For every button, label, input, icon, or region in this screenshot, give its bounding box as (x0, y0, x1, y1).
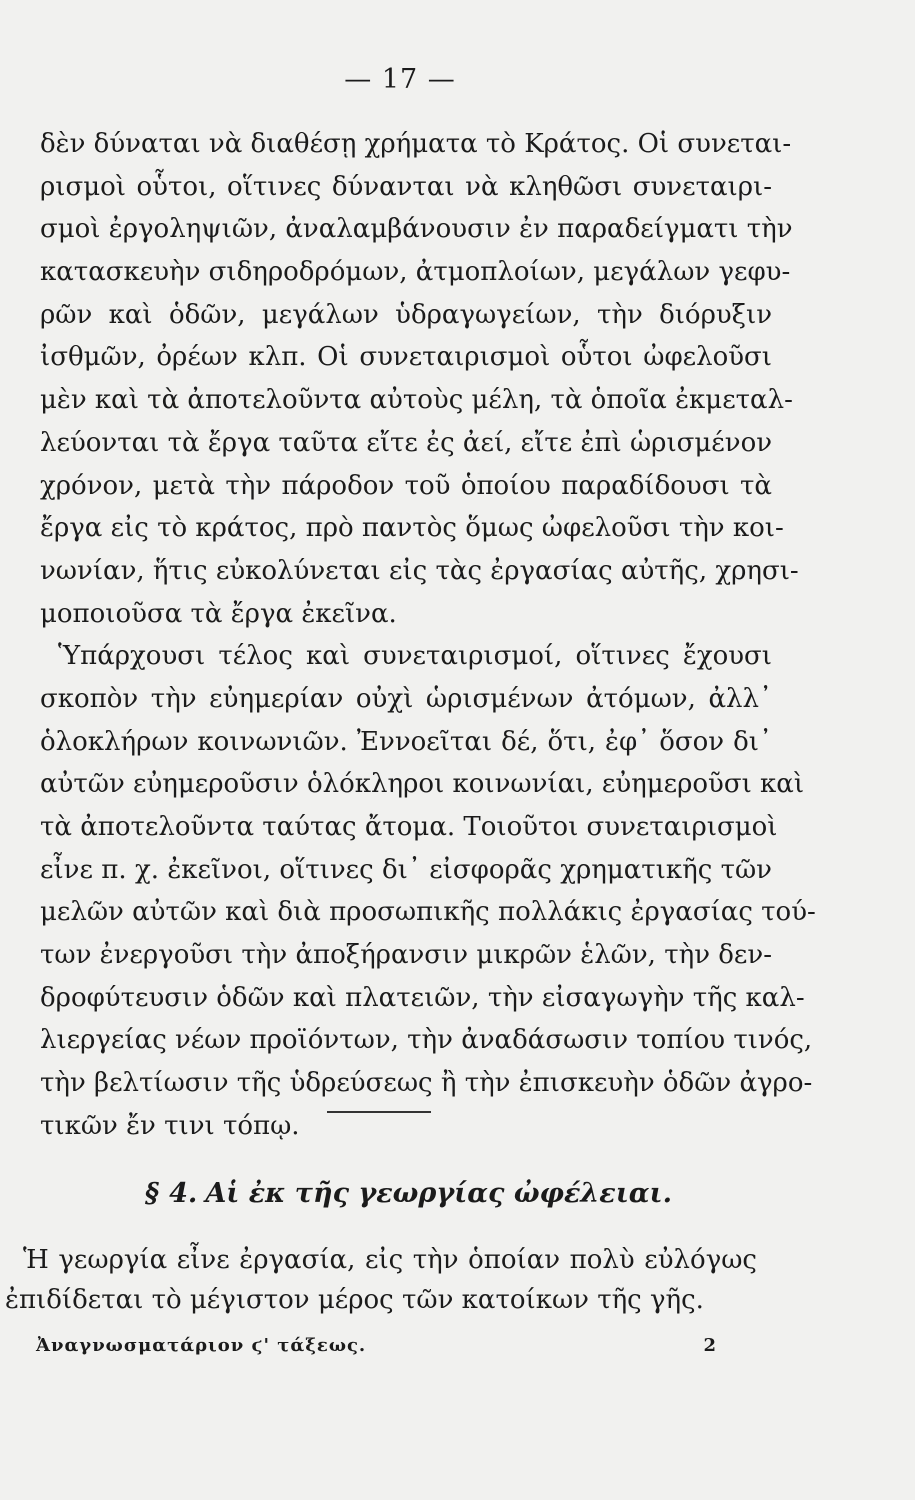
text-line: δροφύτευσιν ὁδῶν καὶ πλατειῶν, τὴν εἰσαγωγὴν τῆς καλ- (40, 982, 805, 1013)
section-body (5, 1240, 757, 1320)
text-line: εἶνε π. χ. ἐκεῖνοι, οἵτινες δι᾽ εἰσφορᾶς χρηματικῆς τῶν (40, 854, 772, 885)
text-line: λεύονται τὰ ἔργα ταῦτα εἴτε ἐς ἀεί, εἴτε ἐπὶ ὡρισμένον (40, 427, 773, 458)
text-line: λιεργείας νέων προϊόντων, τὴν ἀναδάσωσιν τοπίου τινός, (40, 1025, 813, 1056)
text-line: μοποιοῦσα τὰ ἔργα ἐκεῖνα. (40, 598, 397, 629)
text-line: τὰ ἀποτελοῦντα ταύτας ἄτομα. Τοιοῦτοι συνεταιρισμοὶ (40, 812, 778, 842)
signature-number: 2 (703, 1335, 716, 1356)
section-heading (145, 1178, 672, 1209)
text-line: ἐπιδίδεται τὸ μέγιστον μέρος τῶν κατοίκων τῆς γῆς. (5, 1285, 704, 1315)
section-divider (327, 1111, 431, 1113)
page-number: — 17 — (344, 64, 456, 95)
text-line: σκοπὸν τὴν εὐημερίαν οὐχὶ ὡρισμένων ἀτόμων, ἀλλ᾽ (40, 683, 772, 714)
text-line: Ὑπάρχουσι τέλος καὶ συνεταιρισμοί, οἵτινες ἔχουσι (58, 641, 772, 672)
text-line: ὁλοκλήρων κοινωνιῶν. Ἐννοεῖται δέ, ὅτι, ἐφ᾽ ὅσον δι᾽ (40, 726, 772, 757)
text-line: τὴν βελτίωσιν τῆς ὑδρεύσεως ἢ τὴν ἐπισκευὴν ὁδῶν ἀγρο- (40, 1068, 813, 1099)
text-line: χρόνον, μετὰ τὴν πάροδον τοῦ ὁποίου παραδίδουσι τὰ (40, 470, 772, 501)
text-line: μὲν καὶ τὰ ἀποτελοῦντα αὐτοὺς μέλη, τὰ ὁποῖα ἐκμεταλ- (40, 385, 793, 416)
body-text (40, 123, 816, 1148)
text-line: ρῶν καὶ ὁδῶν, μεγάλων ὑδραγωγείων, τὴν διόρυξιν (40, 299, 772, 330)
section-title: Αἱ ἐκ τῆς γεωργίας ὠφέλειαι. (205, 1178, 673, 1209)
text-line: νωνίαν, ἥτις εὐκολύνεται εἰς τὰς ἐργασίας αὐτῆς, χρησι- (40, 555, 799, 586)
text-line: σμοὶ ἐργοληψιῶν, ἀναλαμβάνουσιν ἐν παραδείγματι τὴν (40, 214, 793, 245)
text-line: ρισμοὶ οὗτοι, οἵτινες δύνανται νὰ κληθῶσι συνεταιρι- (40, 171, 772, 202)
text-line: Ἡ γεωργία εἶνε ἐργασία, εἰς τὴν ὁποίαν πολὺ εὐλόγως (23, 1245, 757, 1275)
text-line: μελῶν αὐτῶν καὶ διὰ προσωπικῆς πολλάκις ἐργασίας τού- (40, 897, 816, 928)
text-line: ἔργα εἰς τὸ κράτος, πρὸ παντὸς ὅμως ὠφελοῦσι τὴν κοι- (40, 513, 784, 544)
text-line: ἰσθμῶν, ὀρέων κλπ. Οἱ συνεταιρισμοὶ οὗτοι ὠφελοῦσι (40, 342, 772, 373)
text-line: των ἐνεργοῦσι τὴν ἀποξήρανσιν μικρῶν ἑλῶν, τὴν δεν- (40, 940, 772, 971)
book-signature: Ἀναγνωσματάριον ϛ' τάξεως. (36, 1335, 367, 1356)
text-line: τικῶν ἔν τινι τόπῳ. (40, 1110, 300, 1141)
text-line: δὲν δύναται νὰ διαθέσῃ χρήματα τὸ Κράτος. Οἱ συνεται- (40, 129, 792, 159)
section-number: 4. (169, 1178, 198, 1209)
text-line: κατασκευὴν σιδηροδρόμων, ἀτμοπλοίων, μεγάλων γεφυ- (40, 257, 791, 288)
text-line: αὐτῶν εὐημεροῦσιν ὁλόκληροι κοινωνίαι, εὐημεροῦσι καὶ (40, 769, 805, 800)
section-symbol: § (145, 1178, 160, 1209)
